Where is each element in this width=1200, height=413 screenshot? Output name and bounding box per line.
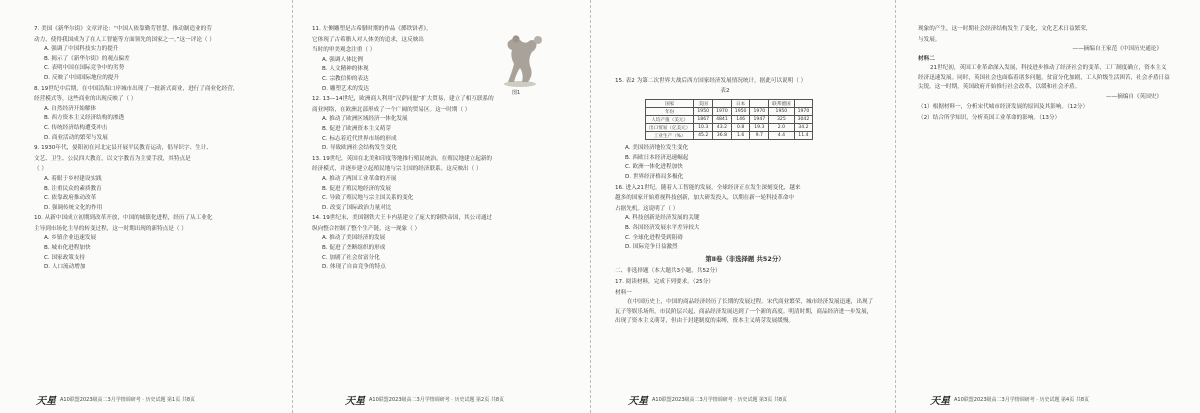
question-text: 当时的审美观念注重（ ） (312, 47, 376, 54)
question-block (918, 24, 1170, 45)
table-cell: 4.4 (769, 132, 794, 140)
question-text: 经营模式等，这些商业的出现反映了（ ） (34, 96, 137, 103)
table-cell: 1.6 (731, 132, 750, 140)
table-cell: 2.0 (769, 124, 794, 132)
source-citation: ——摘编自王家范《中国历史通论》 (1072, 46, 1162, 53)
answer-option: A. 乡镇企业迅速发展 (44, 235, 97, 242)
answer-option: C. 国家政策支持 (44, 254, 86, 261)
question-text: 商业网络，在欧洲北部形成了一个广阔的贸易区。这一时期（ ） (312, 106, 471, 113)
question-text: 13. 19世纪，英国在北美和印度等地推行殖民统治，在殖民地建立起新的 (312, 155, 493, 162)
table-header-cell: 美国 (694, 100, 713, 108)
table-cell: 3042 (794, 116, 813, 124)
table-cell: 45.2 (694, 132, 713, 140)
answer-option: B. 人文精神的体现 (322, 66, 369, 73)
exam-page-3 (615, 76, 875, 396)
question-block (615, 76, 875, 87)
answer-option: D. 雕塑艺术的发达 (322, 85, 370, 92)
question-text: 与发展。 (918, 36, 941, 43)
answer-option: A. 推动了两国工业革命的开展 (322, 175, 397, 182)
answer-option: A. 美国经济地位发生变化 (625, 145, 689, 152)
table-cell: 工业生产（%） (646, 132, 694, 140)
table-subheader-cell: 年份 (646, 108, 694, 116)
question-block (918, 102, 1170, 123)
table-header-cell: 联邦德国 (769, 100, 794, 108)
question-text: 17. 阅读材料，完成下列要求。（25分） (615, 278, 714, 285)
table-header-cell (713, 100, 732, 108)
answer-option: B. 西欧日本经济迅速崛起 (625, 154, 689, 161)
question-text: 9. 1930年代，晏阳初在河北定县开展平民教育运动，倡导识字、生计、 (34, 145, 212, 152)
question-text: 16. 进入21世纪，随着人工智能的发展，全球经济正在发生深刻变化，越来 (615, 184, 801, 191)
exam-page-1 (34, 24, 274, 396)
data-table (645, 99, 813, 140)
footer-text: A10联盟2023级高二3月学情调研考 · 历史试题 第3页 共8页 (652, 396, 787, 403)
footer-text: A10联盟2023级高二3月学情调研考 · 历史试题 第4页 共8页 (954, 396, 1089, 403)
table-cell: 9.7 (750, 132, 769, 140)
question-text: 14. 19世纪末，美国钢铁大王卡内基建立了庞大的钢铁帝国，其公司通过 (312, 215, 493, 222)
table-subheader-cell: 1970 (713, 108, 732, 116)
table-header-cell (794, 100, 813, 108)
answer-option: A. 强调人体比例 (322, 56, 363, 63)
material-paragraph: 在中国历史上，中国的商品经济经历了长期的发展过程。宋代商业繁荣，城市经济发展迅速，出现了瓦子等娱乐场所，市民阶层兴起，商品经济发展达到了一个新的高度。明清时期，商品经济进一步发展，出现了资本主义萌芽，但由于封建制度的束缚，资本主义萌芽发展缓慢。 (615, 299, 874, 324)
answer-option: C. 全球化进程受到阻碍 (625, 234, 683, 241)
page-footer (36, 393, 195, 405)
table-header-cell: 日本 (731, 100, 750, 108)
table-cell: 43.2 (713, 124, 732, 132)
question-text: 动力，使得我国成为了在人工智能等方面领先的国家之一。”这一评论（ ） (34, 36, 215, 43)
question-text: 7. 美国《新华尔街》文章评论：“中国人依靠勤劳智慧，推动制造业的劳 (34, 26, 212, 32)
question-text: 纵向整合控制了整个生产链，这一现象（ ） (312, 225, 421, 232)
table-row (646, 124, 813, 132)
source-citation: ——摘编自《英国史》 (1106, 93, 1162, 100)
answer-option: C. 加剧了社会贫富分化 (322, 254, 380, 261)
section-title: 第Ⅱ卷（非选择题 共52分） (705, 254, 785, 263)
question-text: 15. 表2 为第二次世界大战后西方国家经济发展情况统计，据此可以说明（ ） (615, 78, 807, 84)
answer-option: C. 导致了殖民地与宗主国关系的变化 (322, 195, 414, 202)
answer-option: D. 强调传统文化的作用 (44, 204, 103, 211)
table-cell: 19.3 (750, 124, 769, 132)
table-cell: 146 (731, 116, 750, 124)
answer-option: D. 商业活动的繁荣与发展 (44, 134, 108, 141)
question-block (34, 24, 274, 273)
question-text: （1）根据材料一，分析宋代城市经济发展的原因及其影响。（12分） (918, 104, 1089, 111)
publisher-logo: 天星 (36, 395, 56, 407)
page-divider (590, 0, 591, 413)
answer-option: D. 国际竞争日益激烈 (625, 244, 678, 251)
material-heading: 材料二 (918, 55, 935, 62)
answer-option: D. 改变了国际政治力量对比 (322, 204, 392, 211)
question-text: 主导到市场化主导的转变过程，这一时期出现的新特点是（ ） (34, 225, 187, 232)
answer-option: A. 推动了美国经济的发展 (322, 235, 386, 242)
answer-option: A. 着眼于乡村建设实践 (44, 175, 102, 182)
question-text: 8. 19世纪中后期，在中国沿海口岸城市出现了一批新式商业，进行了商业化经营， (34, 85, 239, 92)
answer-option: B. 注重民众的素质教育 (44, 185, 102, 192)
page-divider (292, 0, 293, 413)
answer-option: C. 依靠政府推动改革 (44, 195, 97, 202)
table-cell: 36.8 (713, 132, 732, 140)
answer-option: D. 反映了中国国际地位的提升 (44, 74, 119, 81)
table-cell: 10.3 (694, 124, 713, 132)
answer-option: A. 强调了中国科技实力的提升 (44, 46, 119, 53)
question-text: 文艺、卫生、公民四大教育，以文字教育为主要手段，其特点是 (34, 155, 191, 162)
question-block (615, 266, 875, 298)
answer-option: A. 推动了欧洲区域经济一体化发展 (322, 116, 408, 123)
table-title: 表2 (720, 87, 730, 94)
answer-option: B. 促进了欧洲资本主义萌芽 (322, 125, 391, 132)
question-text: 占据先机。这说明了（ ） (615, 205, 679, 212)
question-text: 越多的国家开始重视科技创新，加大研发投入，以期在新一轮科技革命中 (615, 195, 795, 202)
material-paragraph: 21世纪初，英国工业革命深入发展，科技进步推动了经济社会的变革，工厂制度确立，资本主义经济迅速发展。同时，英国社会也面临着诸多问题，贫富分化加剧，工人阶级生活困苦，社会矛盾日益尖锐。这一时期，英国政府开始推行社会改革，以缓和社会矛盾。 (918, 65, 1170, 91)
answer-option: B. 城市化进程加快 (44, 245, 91, 252)
question-text: 12. 13—14世纪，欧洲商人利用“汉萨同盟”扩大贸易，建立了相互联系的 (312, 96, 494, 103)
answer-option: B. 各国经济发展水平差异较大 (625, 224, 700, 231)
page-footer (930, 393, 1089, 405)
answer-option: A. 科技创新是经济发展的关键 (625, 215, 700, 222)
question-text: 10. 从新中国成立初期到改革开放，中国的城镇化进程，经历了从工业化 (34, 215, 213, 222)
answer-option: B. 促进了殖民地经济的发展 (322, 185, 391, 192)
table-subheader-cell: 1970 (794, 108, 813, 116)
table-row (646, 132, 813, 140)
answer-option: B. 促进了垄断组织的形成 (322, 245, 386, 252)
question-text: 现象的产生，这一时期社会经济结构发生了变化，文化艺术日益繁荣， (918, 26, 1092, 32)
answer-option: D. 世界经济格局多极化 (625, 173, 684, 180)
question-text: 它体现了古希腊人对人体美的追求，这反映出 (312, 36, 424, 43)
exam-page-4 (918, 24, 1170, 396)
table-cell: 34.2 (794, 124, 813, 132)
answer-option: D. 体现了自由竞争的特点 (322, 264, 386, 271)
question-text: （2）结合所学知识，分析英国工业革命的影响。（13分） (918, 114, 1061, 121)
table-subheader-cell: 1950 (731, 108, 750, 116)
table-cell: 出口贸易（亿美元） (646, 124, 694, 132)
answer-option: B. 西方资本主义经济结构的渗透 (44, 115, 125, 122)
discus-thrower-statue (490, 30, 550, 96)
table-subheader-cell: 1970 (750, 108, 769, 116)
question-text: 经济模式，并逐步建立起殖民地与宗主国的经济联系。这反映出（ ） (312, 166, 482, 173)
page-footer (628, 393, 787, 405)
answer-option: D. 人口流动增加 (44, 264, 86, 271)
answer-option: C. 宗教信仰的表达 (322, 75, 369, 82)
publisher-logo: 天星 (345, 395, 365, 407)
table-cell: 人均产值（美元） (646, 116, 694, 124)
question-text: （ ） (34, 166, 47, 173)
question-text: 材料一 (615, 289, 632, 296)
page-divider (895, 0, 896, 413)
answer-option: C. 传统经济结构遭受冲击 (44, 124, 108, 131)
table-cell: 1947 (750, 116, 769, 124)
table-header-cell: 国家 (646, 100, 694, 108)
table-row (646, 116, 813, 124)
table-cell: 1867 (694, 116, 713, 124)
question-text: 二、非选择题（本大题共3小题，共52分） (615, 268, 721, 275)
figure-caption: 图1 (512, 90, 521, 96)
answer-option: C. 表明中国在国际竞争中的劣势 (44, 65, 125, 72)
publisher-logo: 天星 (930, 395, 950, 407)
table-subheader-cell: 1950 (769, 108, 794, 116)
footer-text: A10联盟2023级高二3月学情调研考 · 历史试题 第1页 共8页 (60, 396, 195, 403)
question-text: 11. 左侧雕塑是古希腊时期的作品《掷铁饼者》， (312, 26, 432, 32)
table-header-cell (750, 100, 769, 108)
question-block (615, 144, 875, 253)
answer-option: D. 导致欧洲社会结构发生变化 (322, 145, 397, 152)
table-cell: 325 (769, 116, 794, 124)
footer-text: A10联盟2023级高二3月学情调研考 · 历史试题 第2页 共8页 (369, 396, 504, 403)
table-cell: 0.8 (731, 124, 750, 132)
answer-option: C. 标志着近代世界市场的形成 (322, 135, 397, 142)
table-subheader-cell: 1950 (694, 108, 713, 116)
answer-option: C. 欧洲一体化进程加快 (625, 164, 683, 171)
table-cell: 11.4 (794, 132, 813, 140)
table-cell: 4841 (713, 116, 732, 124)
answer-option: B. 揭示了《新华尔街》的观点偏差 (44, 55, 130, 62)
page-footer (345, 393, 504, 405)
publisher-logo: 天星 (628, 395, 648, 407)
answer-option: A. 自然经济开始解体 (44, 105, 97, 112)
